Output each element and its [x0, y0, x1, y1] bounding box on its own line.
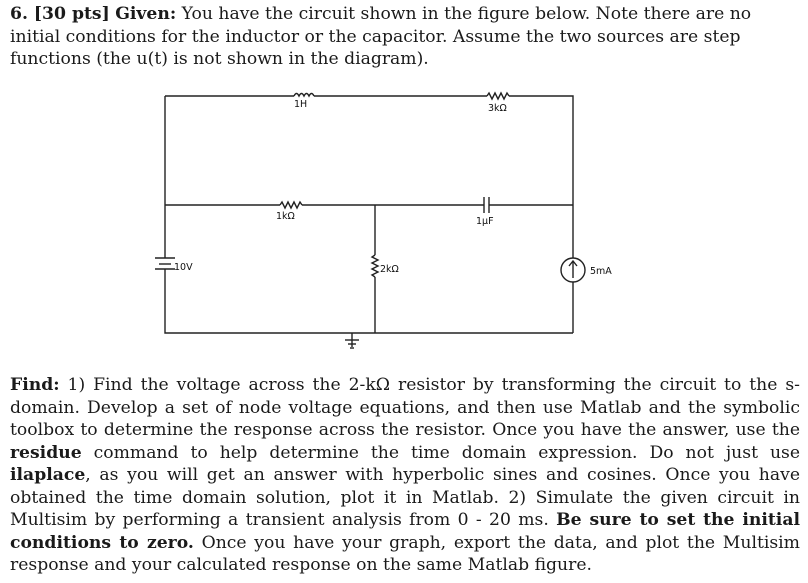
given-label: Given: — [115, 4, 177, 24]
current-source-label: 5mA — [590, 266, 612, 277]
find-label: Find: — [10, 375, 60, 395]
inductor-label: 1H — [294, 99, 308, 110]
resistor-2k — [372, 255, 378, 277]
inductor-1h — [294, 94, 314, 97]
residue-keyword: residue — [10, 442, 82, 463]
find-text-4: Once you have your graph, export the data, and plot the Multisim response and your calculated response on the same Matlab figure. — [10, 532, 800, 575]
problem-number: 6. [30 pts] — [10, 4, 110, 24]
capacitor-label: 1µF — [476, 216, 494, 227]
voltage-source-label: 10V — [174, 262, 193, 273]
wire-left-lower — [165, 269, 573, 333]
resistor-2k-label: 2kΩ — [380, 264, 399, 275]
find-statement — [10, 374, 800, 577]
resistor-1k — [280, 202, 302, 208]
resistor-3k — [487, 93, 509, 99]
ilaplace-keyword: ilaplace — [10, 465, 86, 485]
find-text-3: , as you will get an answer with hyperbolic sines and cosines. Once you have obtained the time domain solution, plot it in Matlab. 2) Simulate the given circuit in Multisim by performing a transient analysis from 0 - 20 ms. — [10, 465, 800, 530]
wire-top-right — [509, 96, 573, 258]
find-text-1: 1) Find the voltage across the 2-kΩ resistor by transforming the circuit to the s-domain. Develop a set of node voltage equations, and then use Matlab and the symbolic toolbox to determine the response across the resistor. Once you have the answer, use the — [10, 375, 800, 440]
find-text-2: command to help determine the time domain expression. Do not just use — [81, 442, 800, 463]
resistor-3k-label: 3kΩ — [488, 103, 507, 114]
resistor-1k-label: 1kΩ — [276, 211, 295, 222]
given-text: You have the circuit shown in the figure below. Note there are no initial conditions for the inductor or the capacitor. Assume the two sources are step functions (the u(t) is not shown in the diagram). — [10, 4, 752, 69]
initial-conditions-sentence: Be sure to set the initial conditions to zero. — [10, 510, 801, 553]
